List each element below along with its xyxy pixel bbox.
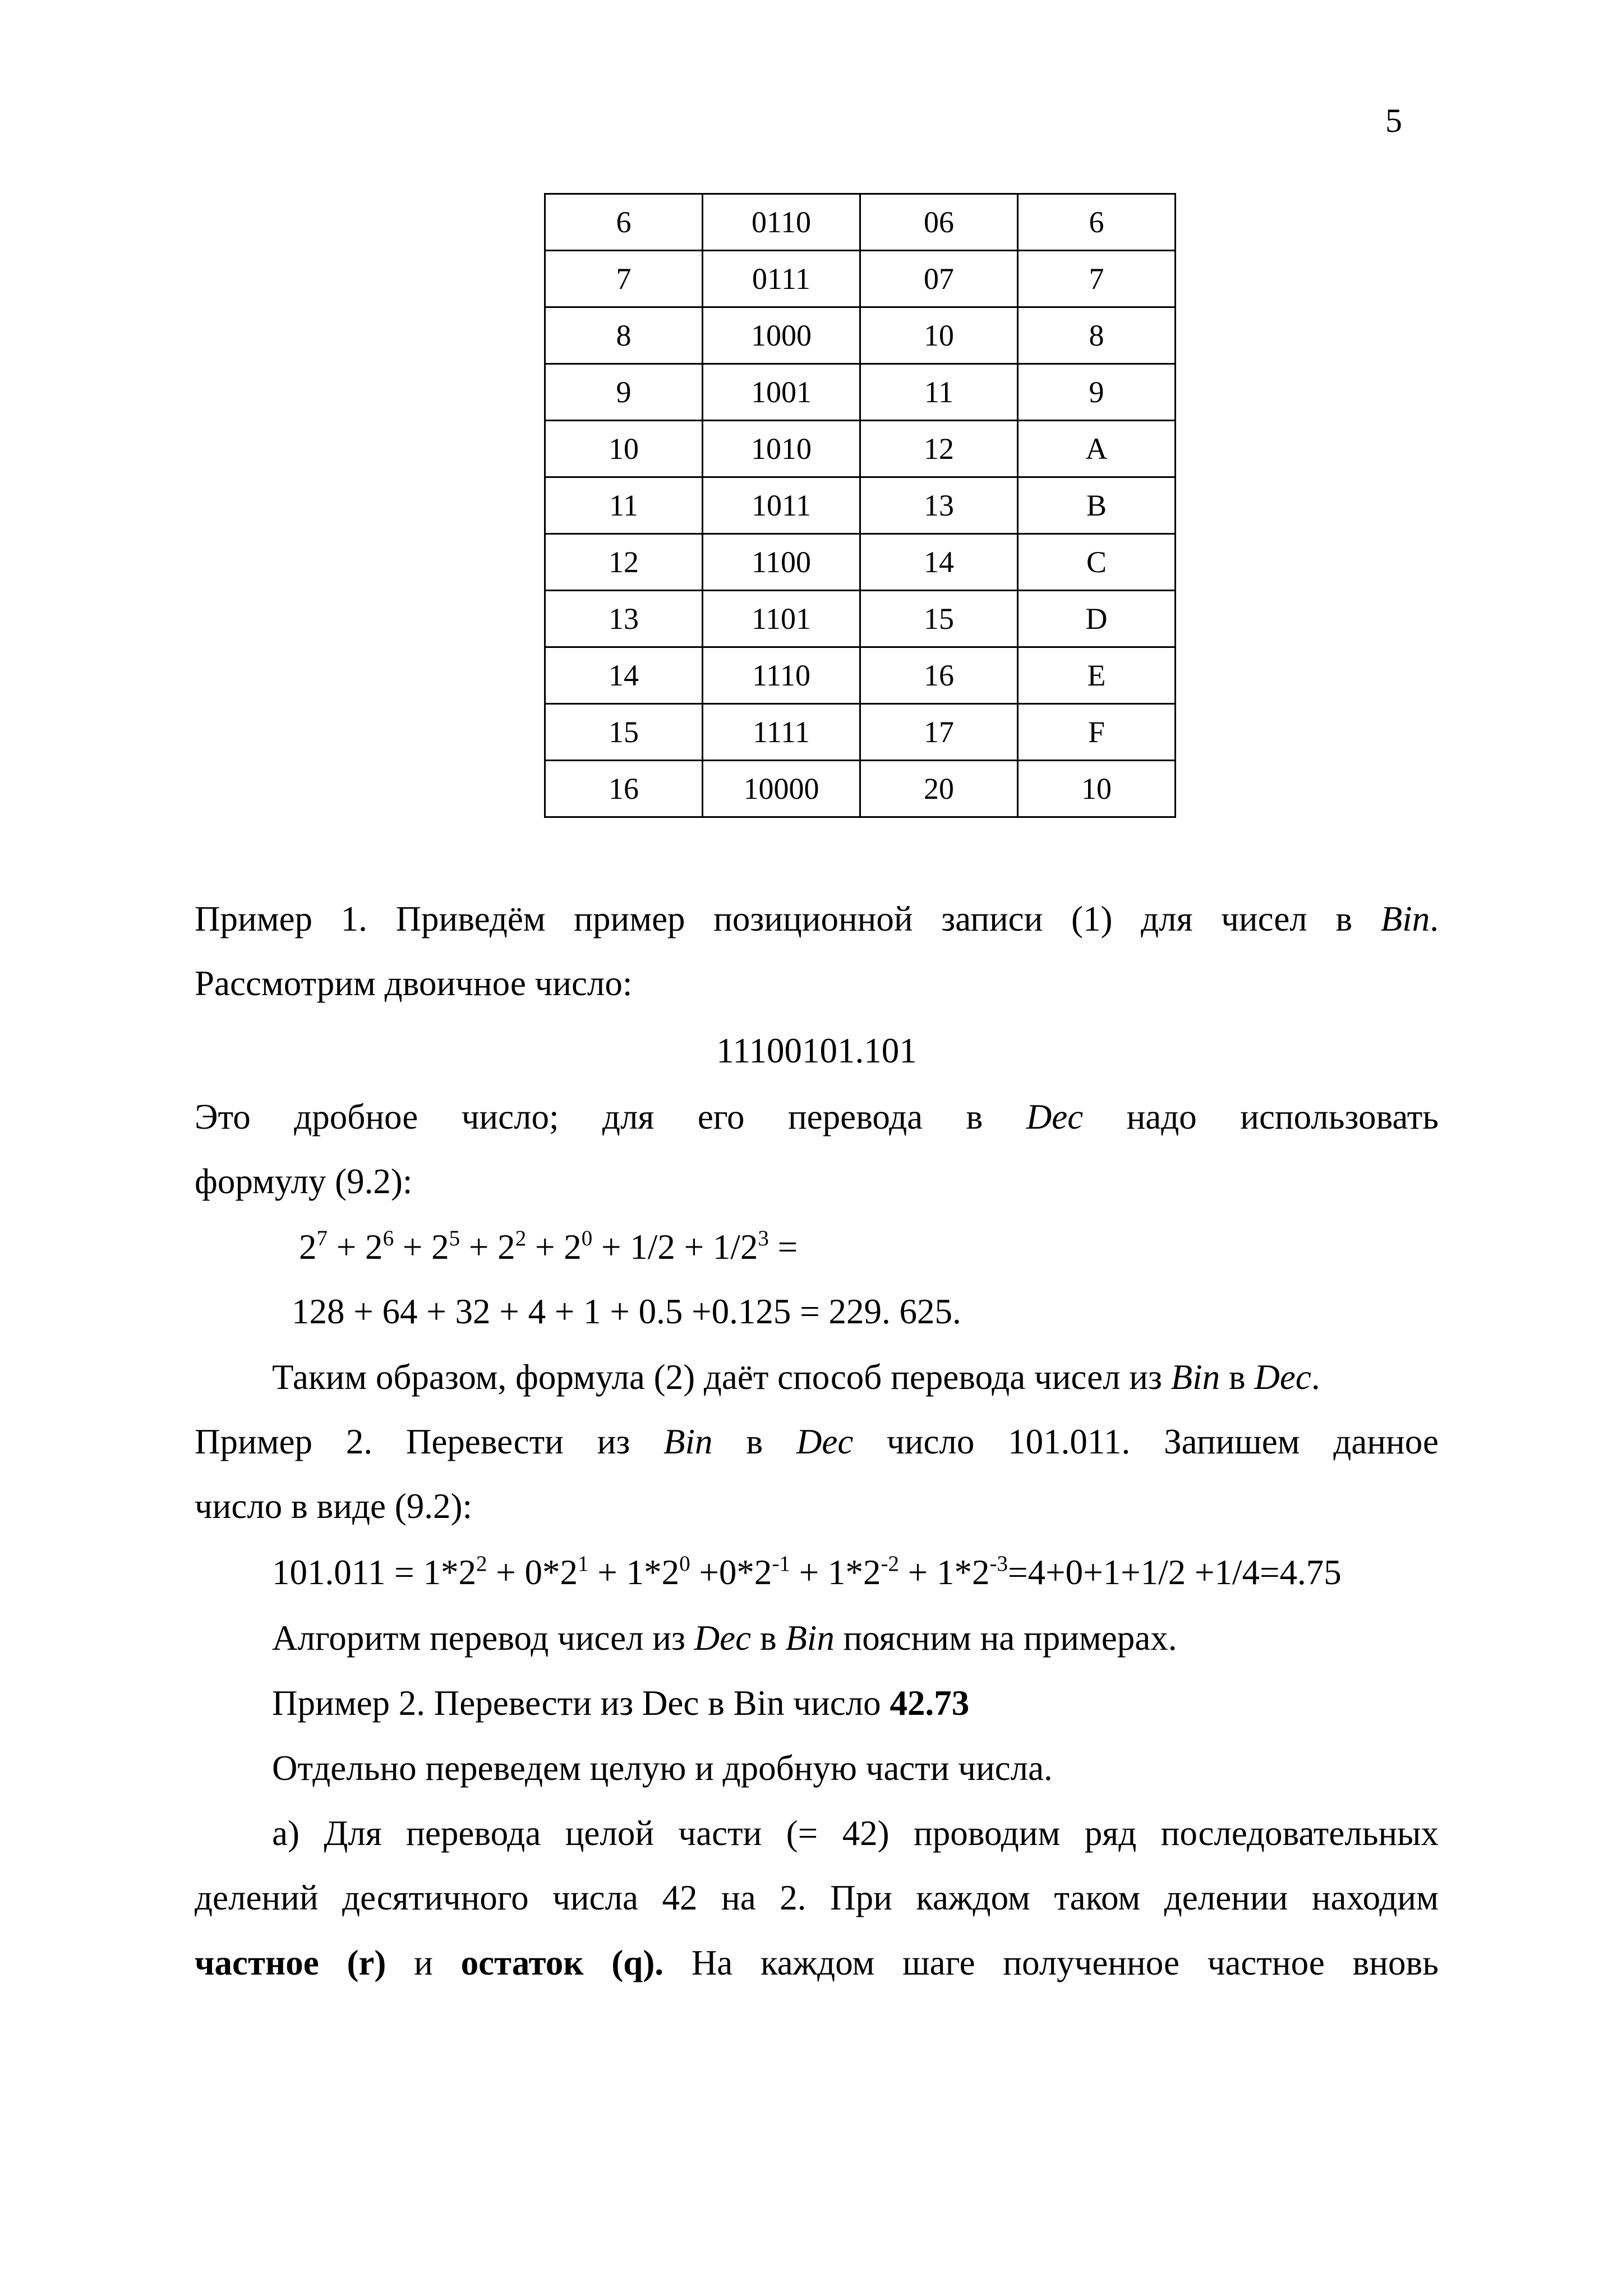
table-cell: 10000 <box>703 761 860 817</box>
algorithm-line: Алгоритм перевод чисел из Dec в Bin поясним на примерах. <box>272 1618 1177 1658</box>
table-cell: 1000 <box>703 307 860 364</box>
part-a-line-2: делений десятичного числа 42 на 2. При каждом таком делении находим <box>195 1878 1439 1917</box>
table-cell: 1001 <box>703 364 860 421</box>
table-cell: 17 <box>860 704 1018 761</box>
table-cell: E <box>1018 647 1176 704</box>
table-cell: 11 <box>860 364 1018 421</box>
page-number: 5 <box>1385 102 1402 139</box>
formula-binary-expansion: $101.011 = 1*2^2 + 0*2^1 + 1*2^0 +0*2^{-1} + 1*2^{-2} + 1*2^{-3}=4+0+1+1/2 +1/4=4.75$ <box>272 1551 1342 1592</box>
table-cell: 16 <box>860 647 1018 704</box>
table-cell: 1110 <box>703 647 860 704</box>
table-cell: 7 <box>545 251 703 307</box>
table-cell: D <box>1018 591 1176 647</box>
table-cell: 8 <box>545 307 703 364</box>
table-row <box>545 761 1176 817</box>
table-row <box>545 194 1176 251</box>
part-a-line-3: частное (r) и остаток (q). На каждом шаге полученное частное вновь <box>195 1943 1439 1982</box>
table-cell: 1010 <box>703 421 860 477</box>
table-cell: 9 <box>545 364 703 421</box>
binary-number: 11100101.101 <box>716 1031 917 1070</box>
table-row <box>545 364 1176 421</box>
formula-sum: 128 + 64 + 32 + 4 + 1 + 0.5 +0.125 = 229. 625. <box>292 1292 961 1331</box>
table-row <box>545 477 1176 534</box>
table-row <box>545 534 1176 591</box>
table-cell: 10 <box>860 307 1018 364</box>
table-cell: 6 <box>1018 194 1176 251</box>
table-cell: A <box>1018 421 1176 477</box>
table-row <box>545 704 1176 761</box>
table-row <box>545 251 1176 307</box>
table-cell: 20 <box>860 761 1018 817</box>
example-1-line-1: Пример 1. Приведём пример позиционной записи (1) для чисел в Bin. <box>195 899 1439 938</box>
fraction-line-2: формулу (9.2): <box>195 1162 413 1201</box>
fraction-line-1: Это дробное число; для его перевода в Dec надо использовать <box>195 1097 1439 1137</box>
table-cell: 1100 <box>703 534 860 591</box>
table-cell: 9 <box>1018 364 1176 421</box>
formula-powers: $2^7 + 2^6 + 2^5 + 2^2 + 2^0 + 1/2 + 1/2^3$ = <box>299 1226 798 1267</box>
table-cell: 1101 <box>703 591 860 647</box>
table-cell: 10 <box>545 421 703 477</box>
thus-line: Таким образом, формула (2) даёт способ перевода чисел из Bin в Dec. <box>272 1358 1320 1397</box>
example-2-line-2: число в виде (9.2): <box>195 1487 472 1526</box>
table-row <box>545 647 1176 704</box>
example-2-line-1: Пример 2. Перевести из Bin в Dec число 101.011. Запишем данное <box>195 1422 1439 1461</box>
table-cell: 8 <box>1018 307 1176 364</box>
table-cell: 14 <box>860 534 1018 591</box>
table-cell: B <box>1018 477 1176 534</box>
table-cell: 10 <box>1018 761 1176 817</box>
number-systems-table <box>544 193 1176 818</box>
table-cell: 11 <box>545 477 703 534</box>
part-a-line-1: а) Для перевода целой части (= 42) проводим ряд последовательных <box>272 1814 1439 1853</box>
separate-parts-line: Отдельно переведем целую и дробную части числа. <box>272 1749 1053 1788</box>
table-row <box>545 307 1176 364</box>
table-row <box>545 421 1176 477</box>
table-cell: 0111 <box>703 251 860 307</box>
table-cell: 12 <box>545 534 703 591</box>
example-1-line-2: Рассмотрим двоичное число: <box>195 964 633 1003</box>
table-cell: 7 <box>1018 251 1176 307</box>
example-3-line: Пример 2. Перевести из Dec в Bin число 42.73 <box>272 1683 970 1723</box>
table-cell: 0110 <box>703 194 860 251</box>
table-cell: 6 <box>545 194 703 251</box>
table-cell: 13 <box>860 477 1018 534</box>
table-cell: 16 <box>545 761 703 817</box>
table-cell: 07 <box>860 251 1018 307</box>
table-cell: 1011 <box>703 477 860 534</box>
table-cell: 15 <box>860 591 1018 647</box>
table-cell: 15 <box>545 704 703 761</box>
table-cell: F <box>1018 704 1176 761</box>
table-cell: 06 <box>860 194 1018 251</box>
table-row <box>545 591 1176 647</box>
table-cell: 12 <box>860 421 1018 477</box>
table-cell: C <box>1018 534 1176 591</box>
table-cell: 14 <box>545 647 703 704</box>
table-cell: 13 <box>545 591 703 647</box>
table-cell: 1111 <box>703 704 860 761</box>
